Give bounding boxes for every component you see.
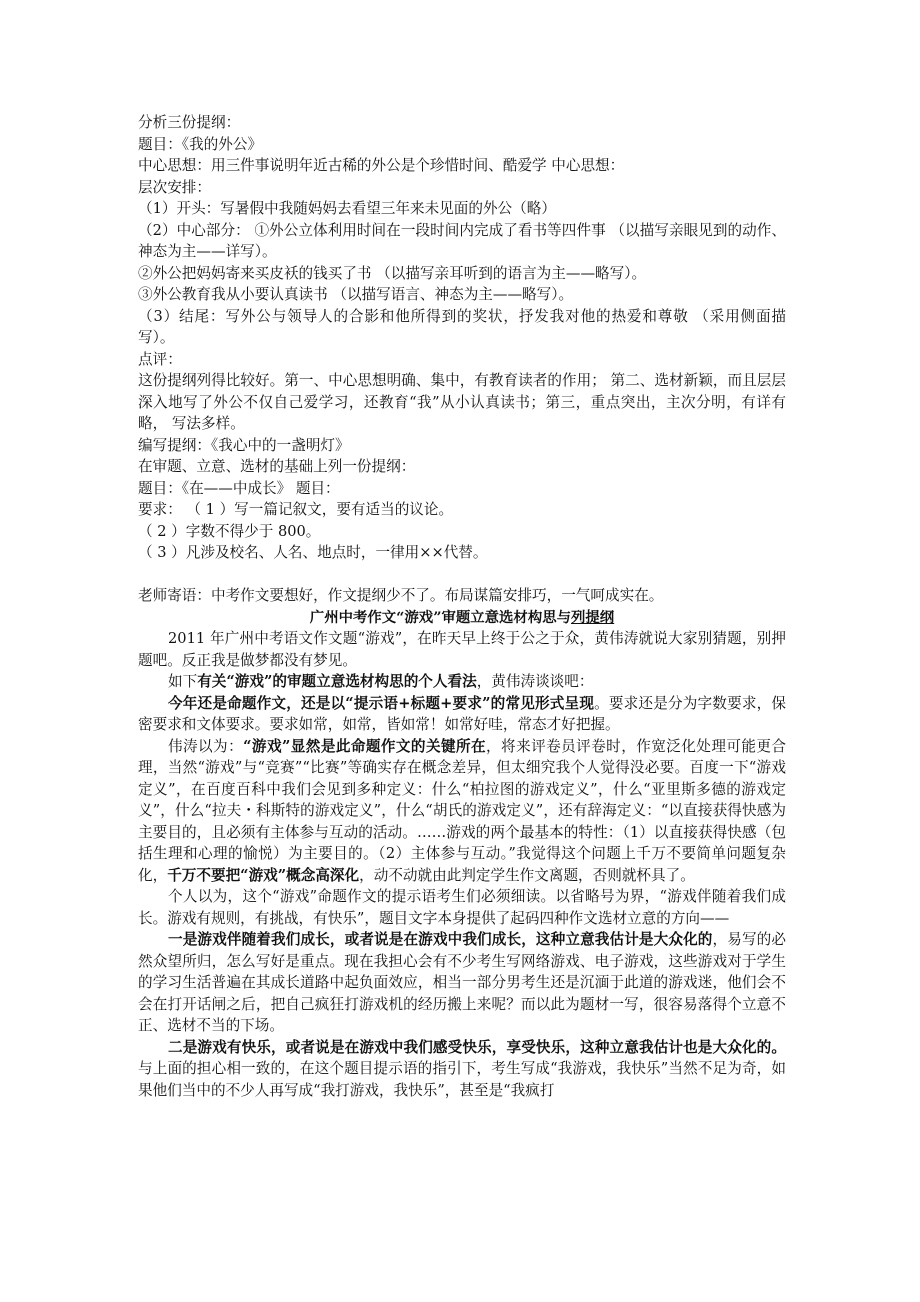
comment-label: 点评： — [138, 350, 182, 368]
paragraph-5: 个人以为，这个“游戏”命题作文的提示语考生们必须细读。以省略号为界，“游戏伴随着我们成长。游戏有规则，有挑战，有快乐”，题目文字本身提供了起码四种作文选材立意的方向—— — [138, 888, 786, 927]
p7-text: 与上面的担心相一致的，在这个题目提示语的指引下，考生写成“我游戏，我快乐”当然不足为奇，如果他们当中的不少人再写成“我打游戏，我快乐”，甚至是“我疯打 — [138, 1060, 786, 1099]
text-line: （1）开头：写暑假中我随妈妈去看望三年来未见面的外公（略） — [138, 200, 556, 217]
text-line: 在审题、立意、选材的基础上列一份提纲： — [138, 458, 416, 475]
p4-bold-a: “游戏”显然是此命题作文的关键所在 — [243, 737, 487, 755]
paragraph-4 — [138, 736, 786, 887]
paragraph-6 — [138, 929, 786, 1037]
p6-text: ，易写的必然众望所归，怎么写好是重点。现在我担心会有不少考生写网络游戏、电子游戏，这些游戏对于学生的学习生活普遍在其成长道路中起负面效应，相当一部分男考生还是沉湎于此道的游戏迷，他们会不会在打开话闸之后，把自己疯狂打游戏机的经历搬上来呢？而以此为题材一写，很容易落得个立意不正、选材不当的下场。 — [138, 931, 786, 1034]
article-title-underlined: 列提纲 — [571, 608, 615, 626]
p6-bold: 一是游戏伴随着我们成长，或者说是在游戏中我们成长，这种立意我估计是大众化的 — [168, 931, 713, 948]
text-line: （ 3 ）凡涉及校名、人名、地点时，一律用××代替。 — [138, 544, 488, 561]
p4-text-c: ，动不动就由此判定学生作文离题，否则就杯具了。 — [359, 866, 695, 884]
p4-text-b: ，将来评卷员评卷时，作宽泛化处理可能更合理，当然“游戏”与“竞赛”“比赛”等确实存在概念差异，但太细究我个人觉得没必要。百度一下“游戏定义”，在百度百科中我们会见到多种定义：什么“柏拉图的游戏定义”，什么“亚里斯多德的游戏定义”，什么“拉夫・科斯特的游戏定义”，什么“胡氏的游戏定义”，还有辞海定义：“以直接获得快感为主要目的，且必须有主体参与互动的活动。……游戏的两个最基本的特性：（1）以直接获得快感（包括生理和心理的愉悦）为主要目的。（2）主体参与互动。”我觉得这个问题上千万不要简单问题复杂化， — [138, 737, 786, 884]
p3-bold: 今年还是命题作文，还是以“提示语+标题+要求”的常见形式呈现 — [168, 694, 595, 712]
p2-text: 如下 — [168, 673, 198, 690]
text-line: 要求： （ 1 ）写一篇记叙文，要有适当的议论。 — [138, 501, 454, 518]
paragraph-7 — [138, 1037, 786, 1102]
text-line: ③外公教育我从小要认真读书 （以描写语言、神态为主——略写）。 — [138, 286, 574, 303]
paragraph-3 — [138, 693, 786, 736]
teacher-note: 老师寄语：中考作文要想好，作文提纲少不了。布局谋篇安排巧，一气呵成实在。 — [138, 587, 664, 604]
p4-bold-b: 千万不要把“游戏”概念高深化 — [167, 866, 360, 884]
text-line: 题目：《我的外公》 — [138, 135, 263, 153]
document-page — [138, 112, 786, 1101]
article-title-main: 广州中考作文“游戏”审题立意选材构思与 — [309, 608, 571, 626]
p4-text-a: 伟涛以为： — [168, 737, 244, 755]
text-line: （ 2 ）字数不得少于 800。 — [138, 522, 321, 540]
article-title — [138, 607, 786, 629]
p7-bold: 二是游戏有快乐，或者说是在游戏中我们感受快乐，享受快乐，这种立意我估计也是大众化的。 — [168, 1038, 786, 1056]
text-line: 中心思想：用三件事说明年近古稀的外公是个珍惜时间、酷爱学 中心思想： — [138, 157, 625, 174]
p3-text: 。要求还是分为字数要求，保密要求和文体要求。要求如常，如常，皆如常！如常好哇，常态才好把握。 — [138, 694, 786, 733]
comment-paragraph: 这份提纲列得比较好。第一、中心思想明确、集中，有教育读者的作用； 第二、选材新颖，而且层层深入地写了外公不仅自己爱学习，还教育“我”从小认真读书；第三，重点突出，主次分明，有详有略， 写法多样。 — [138, 372, 786, 432]
p2-bold: 有关“游戏”的审题立意选材构思的个人看法 — [197, 673, 477, 690]
text-line: 编写提纲：《我心中的一盏明灯》 — [138, 436, 350, 454]
text-line: ②外公把妈妈寄来买皮袄的钱买了书 （以描写亲耳听到的语言为主——略写）。 — [138, 264, 647, 282]
p2-text-end: ，黄伟涛谈谈吧： — [476, 673, 594, 690]
outline-ending: （3）结尾：写外公与领导人的合影和他所得到的奖状，抒发我对他的热爱和尊敬 （采用侧面描写）。 — [138, 307, 786, 346]
paragraph-2 — [138, 671, 786, 693]
text-line: 题目：《在——中成长》 题目： — [138, 479, 340, 497]
blank-line — [138, 564, 786, 586]
text-line: 层次安排： — [138, 178, 211, 196]
paragraph-1: 2011 年广州中考语文作文题“游戏”，在昨天早上终于公之于众，黄伟涛就说大家别猜题，别押题吧。反正我是做梦都没有梦见。 — [138, 630, 786, 669]
outline-middle-section: （2）中心部分： ①外公立体利用时间在一段时间内完成了看书等四件事 （以描写亲眼见到的动作、神态为主——详写）。 — [138, 221, 786, 260]
text-line: 分析三份提纲： — [138, 114, 241, 131]
